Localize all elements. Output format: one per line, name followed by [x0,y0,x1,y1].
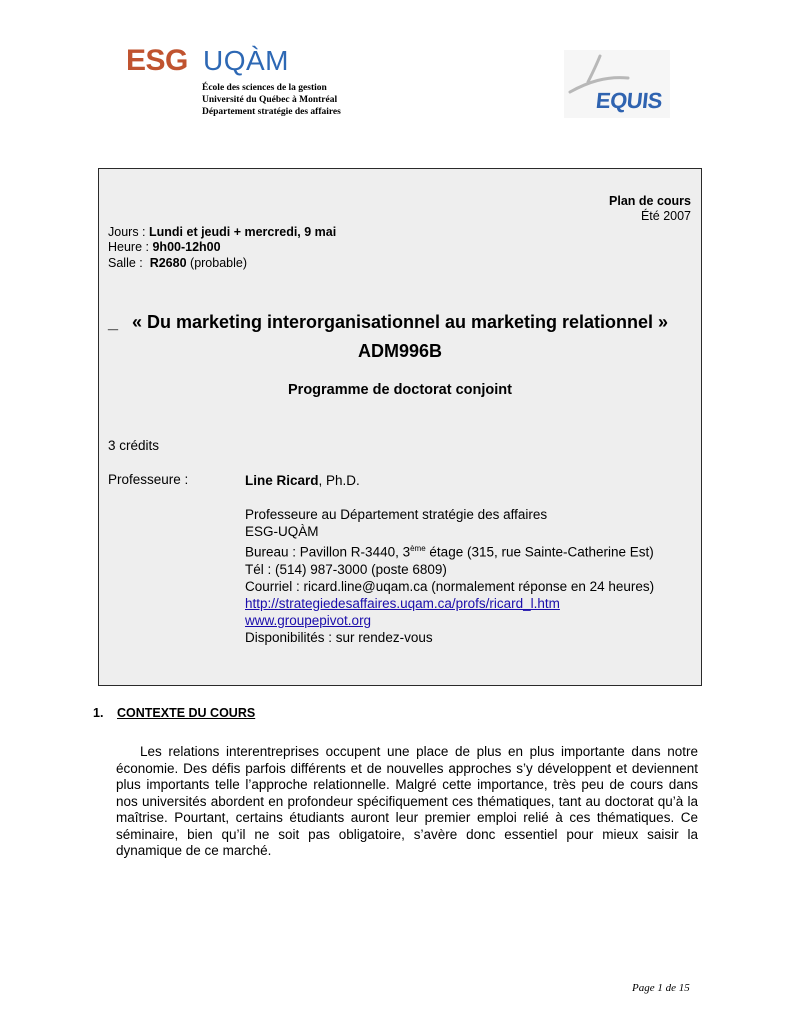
section-title: CONTEXTE DU COURS [117,706,256,720]
professor-phone: Tél : (514) 987-3000 (poste 6809) [245,561,447,577]
school-line-3: Département stratégie des affaires [202,107,341,117]
school-line-2: Université du Québec à Montréal [202,95,338,105]
uqam-logo: UQÀM [203,45,289,76]
professor-office [245,540,654,561]
equis-logo: EQUIS [594,88,664,113]
professor-name-line [245,472,654,489]
professor-details [245,472,654,646]
professor-availability: Disponibilités : sur rendez-vous [245,629,433,645]
school-line-1: École des sciences de la gestion [202,83,327,93]
section-number: 1. [93,706,104,720]
professor-email: Courriel : ricard.line@uqam.ca (normalement réponse en 24 heures) [245,578,655,594]
esg-logo: ESG [126,44,188,77]
professor-position: Professeure au Département stratégie des affaires [245,507,548,522]
days-label: Jours : [108,225,146,239]
plan-season: Été 2007 [640,209,691,223]
page-number: Page 1 de 15 [632,982,690,994]
professor-label: Professeure : [108,472,189,487]
title-dash: _ [108,312,119,332]
office-post: étage (315, rue Sainte-Catherine Est) [425,544,654,560]
room-value: R2680 [149,256,187,270]
groupepivot-link[interactable]: www.groupepivot.org [245,612,372,628]
schedule-time [108,240,221,255]
days-value: Lundi et jeudi + mercredi, 9 mai [149,225,337,239]
professor-website-link[interactable]: http://strategiedesaffaires.uqam.ca/profs/ricard_l.htm [245,595,560,611]
program-name: Programme de doctorat conjoint [288,382,512,398]
plan-title: Plan de cours [609,194,691,208]
office-sup: ème [410,544,426,553]
course-code: ADM996B [357,341,443,361]
time-value: 9h00-12h00 [152,240,221,254]
professor-institution: ESG-UQÀM [245,524,319,539]
credits: 3 crédits [108,438,160,453]
spacer [245,489,654,506]
room-label: Salle : [108,256,143,270]
schedule-days [108,225,336,240]
office-pre: Bureau : Pavillon R-3440, 3 [245,544,411,560]
professor-name: Line Ricard [245,473,319,488]
school-name-block [202,82,341,118]
time-label: Heure : [108,240,149,254]
section-paragraph: Les relations interentreprises occupent une place de plus en plus importante dans notre économie. Des défis parfois différents et de nouvelles approches s’y développent et deviennent plus importants telle l’approche relationnelle. Malgré cette importance, très peu de cours dans nos universités abordent en profondeur spécifiquement ces thématiques, tant au doctorat qu’à la maîtrise. Pourtant, certains étudiants auront leur premier emploi relié à ces thématiques. Ce séminaire, bien qu’il ne soit pas obligatoire, s’avère donc essentiel pour mieux saisir la dynamique de ce marché. [116,744,698,858]
professor-degree: , Ph.D. [318,473,360,488]
course-title: « Du marketing interorganisationnel au marketing relationnel » [131,312,669,332]
schedule-room [108,256,247,271]
room-note: (probable) [190,256,248,270]
